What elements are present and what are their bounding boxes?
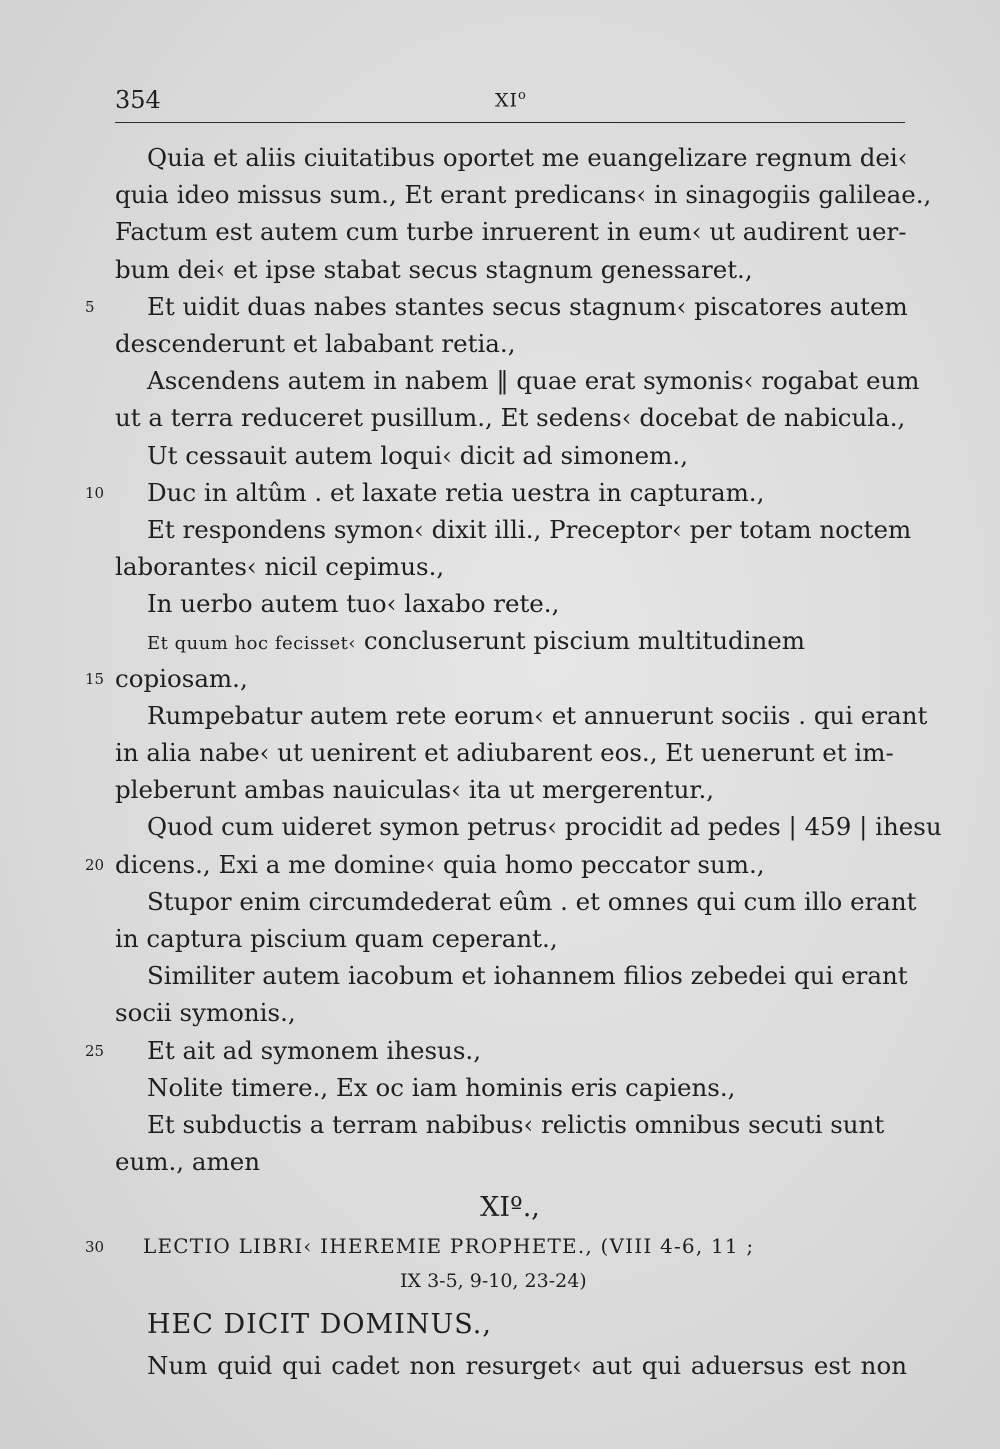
running-head <box>495 88 527 111</box>
incipit: HEC DICIT DOMINUS., <box>147 1309 492 1340</box>
line-text: dicens., Exi a me domine‹ quia homo peccator sum., <box>115 849 765 879</box>
line-text: Ascendens autem in nabem ‖ quae erat symonis‹ rogabat eum <box>147 366 920 396</box>
text-line <box>115 437 905 474</box>
text-line <box>115 251 905 288</box>
line-text: Factum est autem cum turbe inruerent in eum‹ ut audirent uer- <box>115 217 907 247</box>
text-line <box>115 994 905 1031</box>
line-text: pleberunt ambas nauiculas‹ ita ut mergerentur., <box>115 775 715 805</box>
text-line <box>115 808 942 845</box>
text-line <box>115 622 905 659</box>
line-text: Et ait ad symonem ihesus., <box>147 1035 481 1065</box>
line-text: Duc in altûm . et laxate retia uestra in capturam., <box>147 477 765 507</box>
line-text: Rumpebatur autem rete eorum‹ et annuerunt sociis . qui erant <box>147 700 928 730</box>
line-number: 5 <box>85 297 95 316</box>
line-text: bum dei‹ et ipse stabat secus stagnum genessaret., <box>115 254 753 284</box>
line-text: Similiter autem iacobum et iohannem filios zebedei qui erant <box>147 961 908 991</box>
text-line <box>115 920 905 957</box>
text-line: Num quid qui cadet non resurget‹ aut qui aduersus est non <box>147 1351 907 1380</box>
text-line <box>115 1143 905 1180</box>
line-text: in captura piscium quam ceperant., <box>115 923 558 953</box>
text-line <box>115 1069 905 1106</box>
text-line <box>85 1032 905 1069</box>
text-line <box>115 213 905 250</box>
line-text: Ut cessauit autem loqui‹ dicit ad simonem., <box>147 440 688 470</box>
line-text: socii symonis., <box>115 998 296 1028</box>
lectio-heading: LECTIO LIBRI‹ IHEREMIE PROPHETE., (VIII 4-6, 11 ; <box>143 1234 755 1258</box>
line-text: descenderunt et lababant retia., <box>115 328 516 358</box>
line-text: concluserunt piscium multitudinem <box>356 626 806 656</box>
line-number: 15 <box>85 669 105 688</box>
line-number: 30 <box>85 1238 105 1256</box>
line-text: ut a terra reduceret pusillum., Et sedens‹ docebat de nabicula., <box>115 403 906 433</box>
text-line <box>115 585 905 622</box>
text-line <box>115 139 908 176</box>
running-head-text: XI <box>495 89 519 112</box>
text-line <box>115 1106 905 1143</box>
line-text: quia ideo missus sum., Et erant predicans‹ in sinagogiis galileae., <box>115 180 932 210</box>
text-line <box>85 288 908 325</box>
line-text: Quod cum uideret symon petrus‹ procidit ad pedes | 459 | ihesu <box>147 812 942 842</box>
line-text: Nolite timere., Ex oc iam hominis eris capiens., <box>147 1072 736 1102</box>
text-line <box>85 474 905 511</box>
line-text: eum., amen <box>115 1147 260 1177</box>
line-text: Et respondens symon‹ dixit illi., Preceptor‹ per totam noctem <box>147 514 912 544</box>
line-text: Et uidit duas nabes stantes secus stagnum‹ piscatores autem <box>147 291 908 321</box>
text-line <box>115 771 905 808</box>
lectio-reference: IX 3-5, 9-10, 23-24) <box>400 1270 587 1292</box>
text-line <box>115 325 905 362</box>
text-line <box>115 883 917 920</box>
line-text: In uerbo autem tuo‹ laxabo rete., <box>147 589 560 619</box>
text-line <box>85 660 905 697</box>
running-head-sup: o <box>518 88 527 103</box>
text-line <box>115 399 905 436</box>
text-line <box>115 957 908 994</box>
line-text: in alia nabe‹ ut uenirent et adiubarent eos., Et uenerunt et im- <box>115 738 894 767</box>
small-caps-incipit: Et quum hoc fecisset‹ <box>147 633 357 655</box>
line-text: Et subductis a terram nabibus‹ relictis omnibus secuti sunt <box>147 1109 885 1139</box>
line-number: 10 <box>85 483 105 502</box>
page-header <box>115 86 905 123</box>
line-text: laborantes‹ nicil cepimus., <box>115 552 445 582</box>
text-line <box>115 734 905 771</box>
page-number: 354 <box>115 86 161 114</box>
text-line <box>115 362 920 399</box>
line-text: Stupor enim circumdederat eûm . et omnes qui cum illo erant <box>147 886 917 916</box>
line-text: copiosam., <box>115 663 248 693</box>
text-line <box>115 511 912 548</box>
line-number: 25 <box>85 1041 105 1060</box>
section-heading: XIº., <box>480 1192 540 1223</box>
text-line <box>115 697 928 734</box>
body-text <box>85 139 942 1380</box>
text-line <box>115 548 905 585</box>
line-text: Quia et aliis ciuitatibus oportet me euangelizare regnum dei‹ <box>147 143 908 172</box>
text-line <box>85 846 905 883</box>
text-line <box>115 176 932 213</box>
line-number: 20 <box>85 855 105 874</box>
